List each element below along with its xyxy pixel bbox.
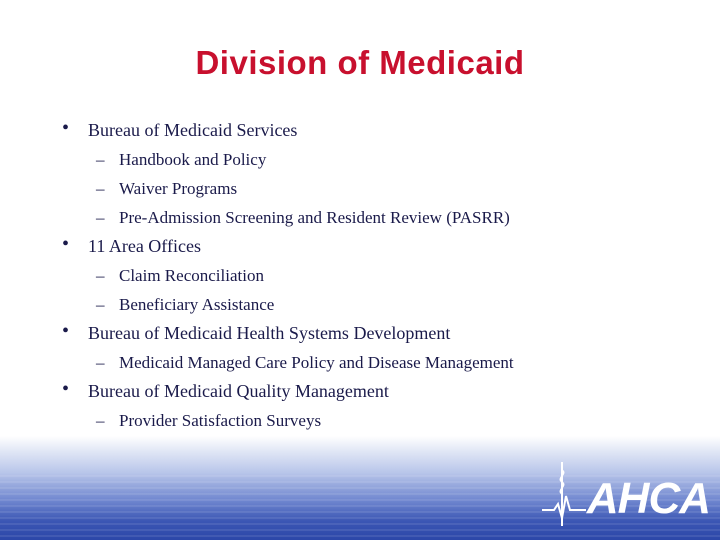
bullet-item	[62, 319, 702, 377]
sub-text: Provider Satisfaction Surveys	[119, 411, 322, 430]
logo-text: AHCA	[586, 474, 710, 523]
sub-text: Pre-Admission Screening and Resident Review (PASRR)	[119, 208, 510, 227]
sub-text: Handbook and Policy	[119, 150, 267, 169]
sub-item	[62, 261, 702, 290]
bullet-dot-icon: •	[62, 378, 70, 400]
sub-item	[62, 348, 702, 377]
dash-icon: –	[96, 411, 105, 430]
bullet-text: Bureau of Medicaid Health Systems Development	[88, 323, 451, 343]
bullet-item	[62, 232, 702, 319]
dash-icon: –	[96, 353, 105, 372]
sub-text: Medicaid Managed Care Policy and Disease Management	[119, 353, 514, 372]
bullet-dot-icon: •	[62, 117, 70, 139]
dash-icon: –	[96, 295, 105, 314]
dash-icon: –	[96, 266, 105, 285]
bullet-item	[62, 116, 702, 232]
dash-icon: –	[96, 208, 105, 227]
sub-item	[62, 174, 702, 203]
dash-icon: –	[96, 179, 105, 198]
bullet-text: Bureau of Medicaid Quality Management	[88, 381, 389, 401]
bullet-dot-icon: •	[62, 320, 70, 342]
sub-text: Claim Reconciliation	[119, 266, 264, 285]
sub-text: Beneficiary Assistance	[119, 295, 275, 314]
sub-item	[62, 145, 702, 174]
sub-item	[62, 406, 702, 435]
bullet-text: 11 Area Offices	[88, 236, 201, 256]
sub-item	[62, 290, 702, 319]
bullet-text: Bureau of Medicaid Services	[88, 120, 298, 140]
bullet-dot-icon: •	[62, 233, 70, 255]
bullet-list	[62, 116, 702, 435]
dash-icon: –	[96, 150, 105, 169]
sub-text: Waiver Programs	[119, 179, 238, 198]
bullet-item	[62, 377, 702, 435]
sub-item	[62, 203, 702, 232]
slide-title: Division of Medicaid	[195, 44, 525, 81]
